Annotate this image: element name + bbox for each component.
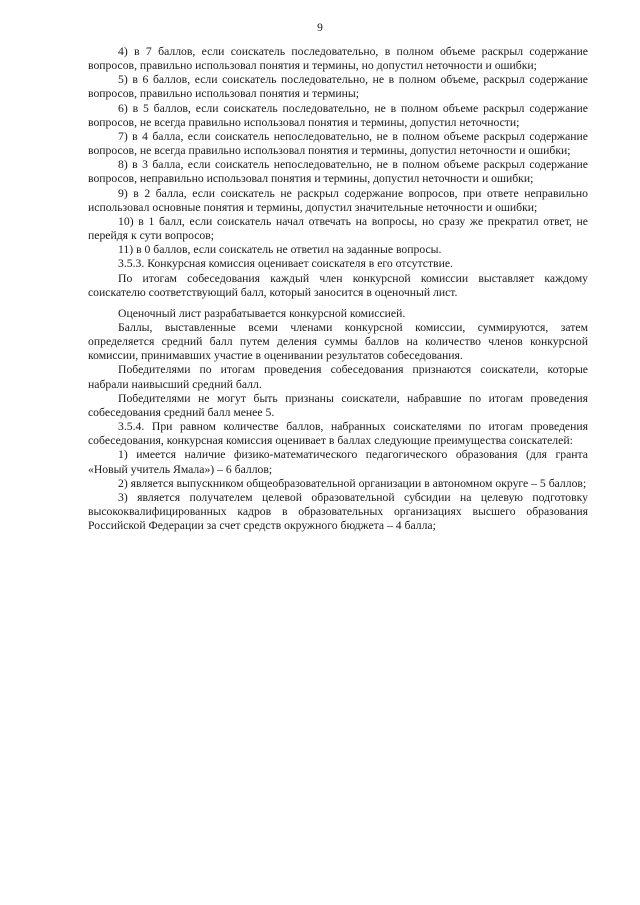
document-body — [88, 45, 588, 533]
paragraph: Оценочный лист разрабатывается конкурсной комиссией. — [118, 306, 406, 320]
paragraph: 3) является получателем целевой образовательной субсидии на целевую подготовку высококвалифицированных кадров в образовательных организациях высшего образования Российской Федерации за счет средств окружного бюджета – 4 балла; — [88, 490, 588, 533]
paragraph: 7) в 4 балла, если соискатель непоследовательно, не в полном объеме раскрыл содержание вопросов, не всегда правильно использовал понятия и термины, допустил неточности и ошибки; — [88, 129, 588, 158]
paragraph: 4) в 7 баллов, если соискатель последовательно, в полном объеме раскрыл содержание вопросов, правильно использовал понятия и термины, но допустил неточности и ошибки; — [88, 45, 588, 73]
paragraph: По итогам собеседования каждый член конкурсной комиссии выставляет каждому соискателю соответствующий балл, который заносится в оценочный лист. — [88, 271, 588, 299]
paragraph: 9) в 2 балла, если соискатель не раскрыл содержание вопросов, при ответе неправильно использовал основные понятия и термины, допустил значительные неточности и ошибки; — [88, 186, 588, 214]
paragraph: 2) является выпускником общеобразовательной организации в автономном округе – 5 баллов; — [118, 476, 587, 490]
paragraph: 3.5.4. При равном количестве баллов, набранных соискателями по итогам проведения собеседования, конкурсная комиссия оценивает в баллах следующие преимущества соискателей: — [88, 420, 588, 448]
paragraph: 1) имеется наличие физико-математического педагогического образования (для гранта «Новый учитель Ямала») – 6 баллов; — [88, 448, 588, 476]
paragraph: 10) в 1 балл, если соискатель начал отвечать на вопросы, но сразу же прекратил ответ, не перейдя к сути вопросов; — [88, 214, 588, 243]
paragraph: Баллы, выставленные всеми членами конкурсной комиссии, суммируются, затем определяется средний балл путем деления суммы баллов на количество членов конкурсной комиссии, принимавших участие в оценивании результатов собеседования. — [88, 320, 588, 363]
paragraph: 6) в 5 баллов, если соискатель последовательно, не в полном объеме раскрыл содержание вопросов, не всегда правильно использовал понятия и термины, допустил неточности; — [88, 101, 588, 129]
paragraph: 11) в 0 баллов, если соискатель не ответил на заданные вопросы. — [118, 243, 442, 257]
paragraph: 8) в 3 балла, если соискатель непоследовательно, не в полном объеме раскрыл содержание вопросов, неправильно использовал понятия и термины, допустил неточности и ошибки; — [88, 158, 588, 186]
paragraph: Победителями по итогам проведения собеседования признаются соискатели, которые набрали наивысший средний балл. — [88, 363, 588, 391]
paragraph: 5) в 6 баллов, если соискатель последовательно, не в полном объеме, раскрыл содержание вопросов, правильно использовал понятия и термины; — [88, 73, 588, 101]
page-number: 9 — [317, 22, 323, 34]
paragraph: 3.5.3. Конкурсная комиссия оценивает соискателя в его отсутствие. — [118, 257, 453, 271]
paragraph: Победителями не могут быть признаны соискатели, набравшие по итогам проведения собеседования средний балл менее 5. — [88, 391, 588, 419]
